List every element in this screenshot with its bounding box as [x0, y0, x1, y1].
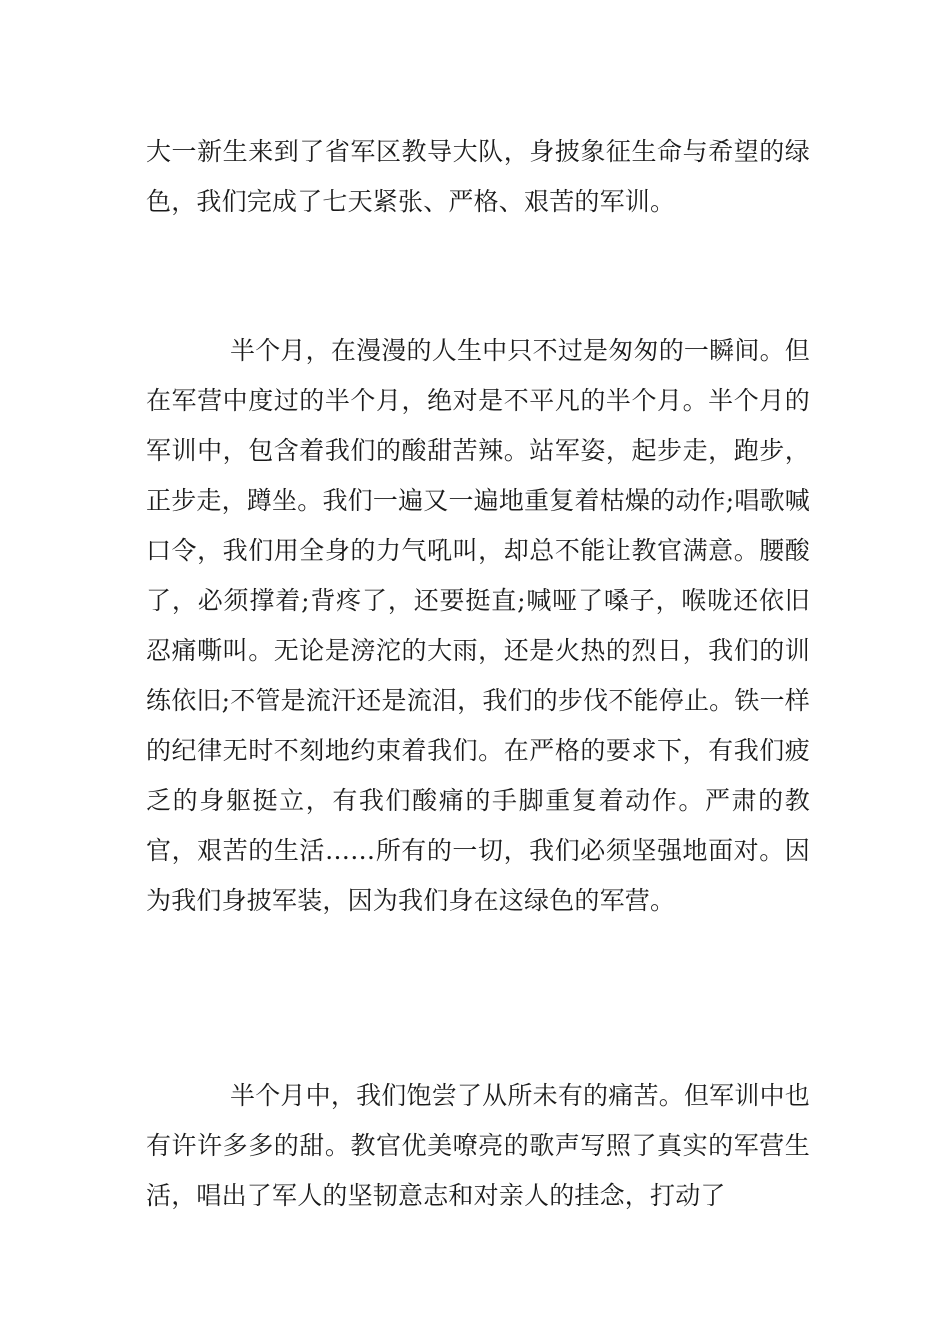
paragraph-sweetness: 半个月中，我们饱尝了从所未有的痛苦。但军训中也有许许多多的甜。教官优美嘹亮的歌声写照了真实的军营生活，唱出了军人的坚韧意志和对亲人的挂念，打动了 [146, 1081, 810, 1210]
paragraph-half-month-training: 半个月，在漫漫的人生中只不过是匆匆的一瞬间。但在军营中度过的半个月，绝对是不平凡的半个月。半个月的军训中，包含着我们的酸甜苦辣。站军姿，起步走，跑步，正步走，蹲坐。我们一遍又一遍地重复着枯燥的动作;唱歌喊口令，我们用全身的力气吼叫，却总不能让教官满意。腰酸了，必须撑着;背疼了，还要挺直;喊哑了嗓子，喉咙还依旧忍痛嘶叫。无论是滂沱的大雨，还是火热的烈日，我们的训练依旧;不管是流汗还是流泪，我们的步伐不能停止。铁一样的纪律无时不刻地约束着我们。在严格的要求下，有我们疲乏的身躯挺立，有我们酸痛的手脚重复着动作。严肃的教官，艰苦的生活……所有的一切，我们必须坚强地面对。因为我们身披军装，因为我们身在这绿色的军营。 [146, 336, 810, 915]
paragraph-intro: 大一新生来到了省军区教导大队，身披象征生命与希望的绿色，我们完成了七天紧张、严格、艰苦的军训。 [146, 137, 810, 216]
